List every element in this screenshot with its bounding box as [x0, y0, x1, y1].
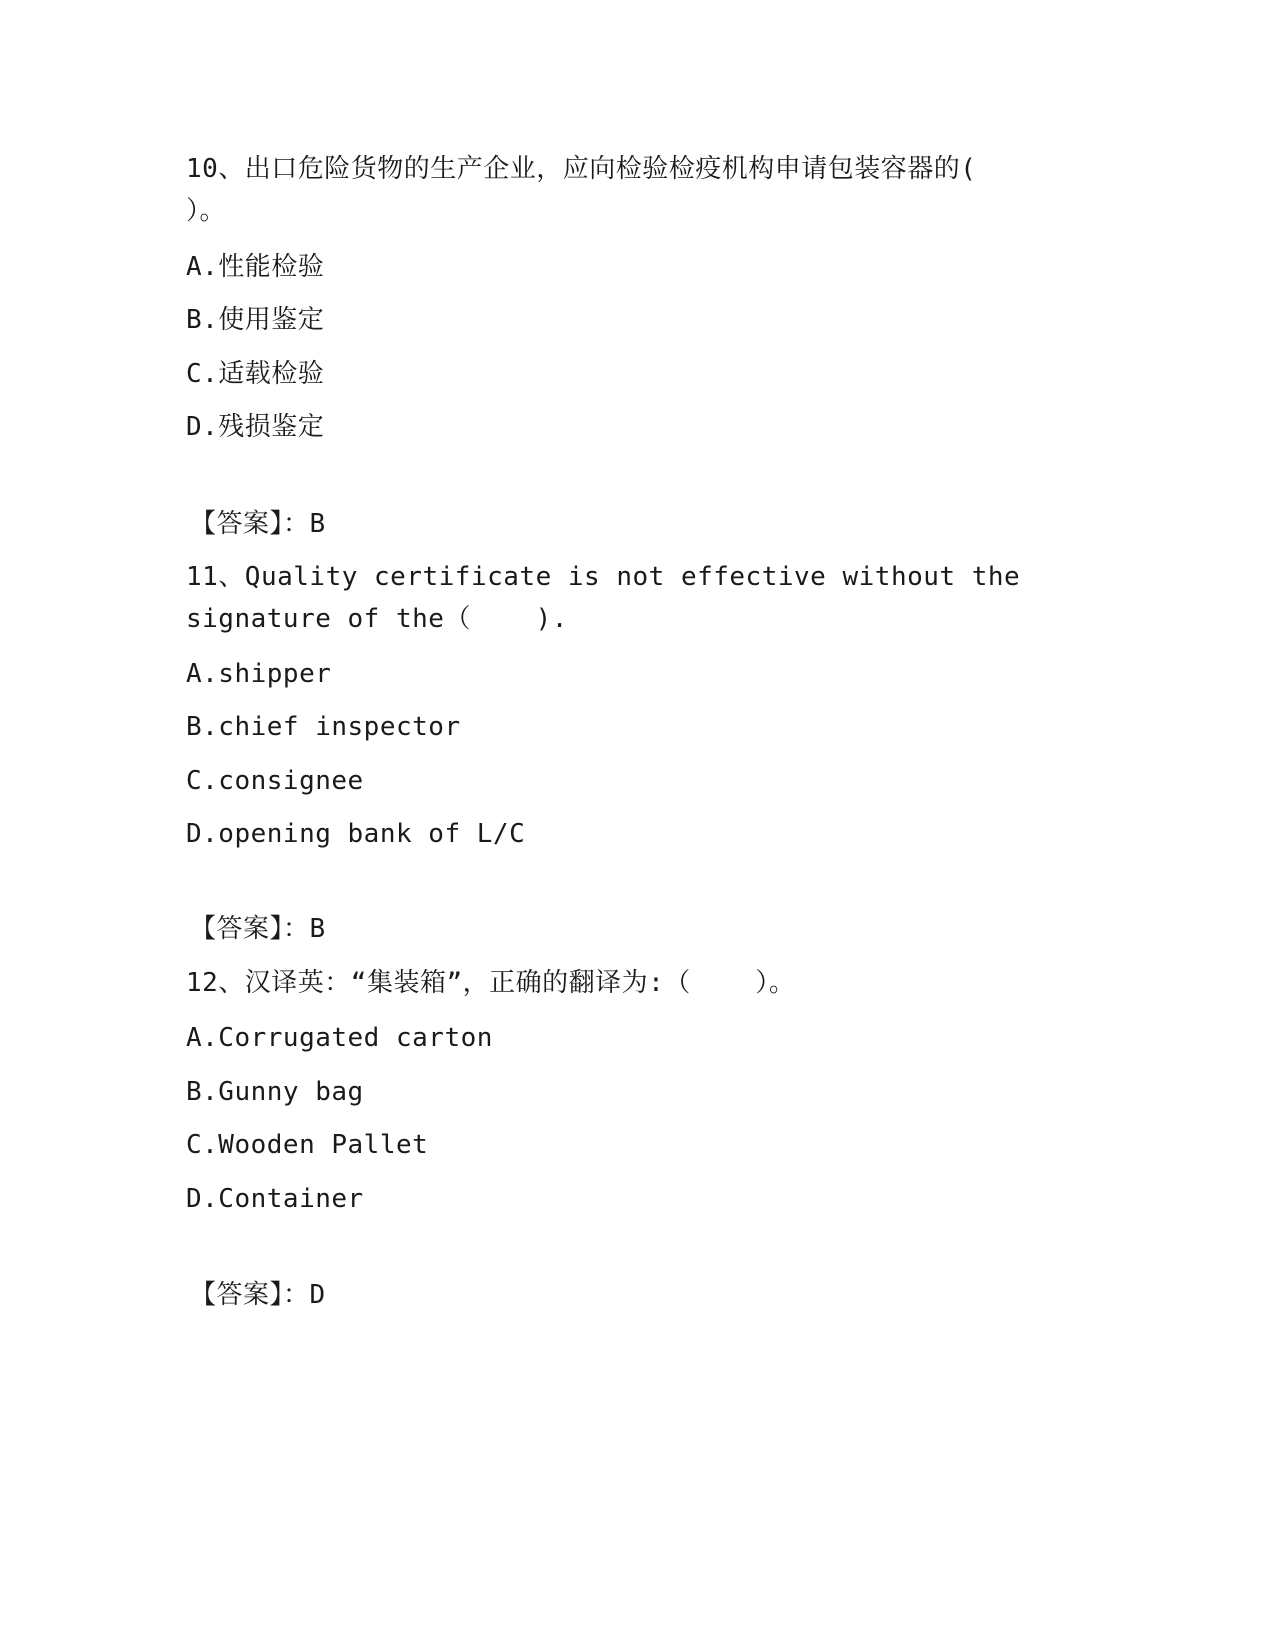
question-10-answer: 【答案】：B — [190, 509, 326, 539]
question-10-option-c: C.适载检验 — [186, 359, 325, 389]
question-12-option-a: A.Corrugated carton — [186, 1023, 493, 1053]
question-10-option-d: D.残损鉴定 — [186, 412, 325, 442]
question-12-option-b: B.Gunny bag — [186, 1077, 364, 1107]
question-12-stem-line-1: 12、汉译英：“集装箱”，正确的翻译为:（ ）。 — [186, 968, 796, 998]
question-11-option-a: A.shipper — [186, 659, 332, 689]
question-12-option-d: D.Container — [186, 1184, 364, 1214]
question-10-stem-line-1: 10、出口危险货物的生产企业，应向检验检疫机构申请包装容器的( — [186, 154, 977, 184]
question-11-option-b: B.chief inspector — [186, 712, 461, 742]
question-11-answer: 【答案】：B — [190, 914, 326, 944]
question-10-option-b: B.使用鉴定 — [186, 305, 325, 335]
question-11-option-c: C.consignee — [186, 766, 364, 796]
question-10-stem-line-2: ）。 — [186, 196, 227, 226]
question-11-stem-line-1: 11、Quality certificate is not effective without the — [186, 562, 1021, 592]
question-11-stem-line-2: signature of the（ ). — [186, 604, 568, 634]
question-12-option-c: C.Wooden Pallet — [186, 1130, 429, 1160]
question-10-option-a: A.性能检验 — [186, 252, 325, 282]
question-11-option-d: D.opening bank of L/C — [186, 819, 526, 849]
question-12-answer: 【答案】：D — [190, 1280, 326, 1310]
